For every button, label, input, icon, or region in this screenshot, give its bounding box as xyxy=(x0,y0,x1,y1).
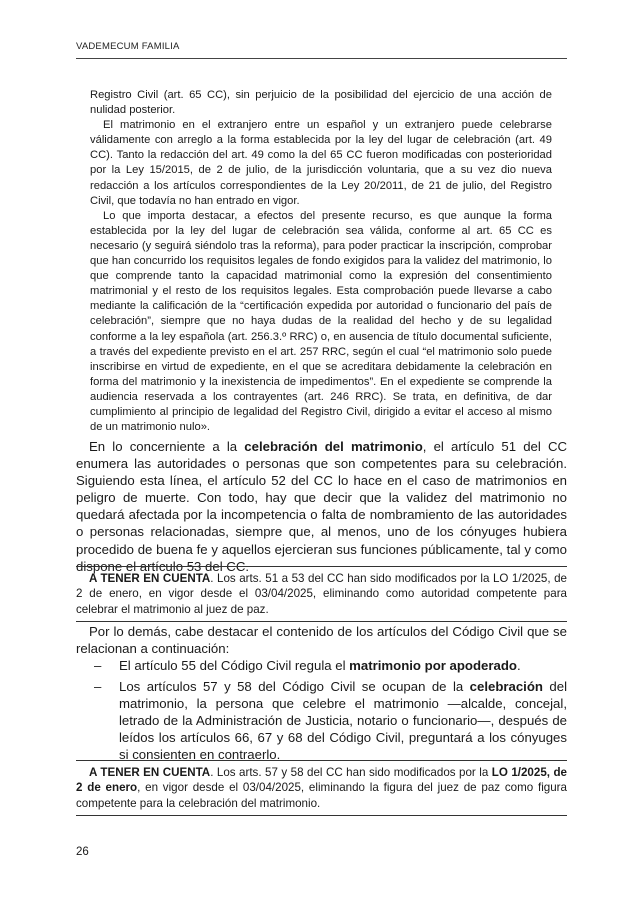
note-2-mid: . Los arts. 57 y 58 del CC han sido modificados por la xyxy=(210,766,492,779)
running-title: VADEMECUM FAMILIA xyxy=(76,41,180,52)
list-item xyxy=(90,678,567,763)
celebration-paragraph xyxy=(76,438,567,575)
list-item-rest: del matrimonio, la persona que celebre el matrimonio —alcalde, concejal, letrado de la Administración de Justicia, notario o funcionario—, después de leídos los artículos 66, 67 y 68 del Código Civil, preguntará a los cónyuges si consienten en contraerlo. xyxy=(119,679,568,763)
list-item xyxy=(90,657,567,674)
quoted-paragraph-3: Lo que importa destacar, a efectos del presente recurso, es que aunque la forma establecida por la ley del lugar de celebración sea válida, conforme al art. 65 CC es necesario (y seguirá siéndolo tras la reforma), para poder practicar la inscripción, comprobar que han concurrido los requisitos legales de fondo exigidos para la validez del matrimonio, lo que comprende tanto la capacidad matrimonial como la expresión del consentimiento matrimonial y el resto de los requisitos legales. Esta comprobación puede llevarse a cabo mediante la calificación de la “certificación expedida por autoridad o funcionario del país de celebración”, siempre que no haya dudas de la realidad del hecho y de su legalidad conforme a la ley española (art. 256.3.º RRC) o, en ausencia de título documental suficiente, a través del expediente previsto en el art. 257 RRC, según el cual “el matrimonio solo puede inscribirse en virtud de expediente, en el que se acreditara debidamente la celebración en forma del matrimonio y la inexistencia de impedimentos”. En el expediente se comprende la audiencia reservada a los contrayentes (art. 246 RRC). Se trata, en definitiva, de dar cumplimiento al principio de legalidad del Registro Civil, dirigido a evitar el acceso al mismo de un matrimonio nulo». xyxy=(90,209,552,434)
quoted-resolution-block xyxy=(90,88,552,435)
note-1-label: A TENER EN CUENTA xyxy=(89,572,211,585)
celebration-paragraph-lead: En lo concerniente a la xyxy=(89,439,245,454)
list-item-rest: . xyxy=(516,658,521,673)
articles-list xyxy=(90,657,567,768)
list-item-lead: El artículo 55 del Código Civil regula el xyxy=(119,658,350,673)
note-2-bold: LO 1/2025, de 2 de enero xyxy=(76,766,567,795)
running-header xyxy=(76,41,567,59)
celebration-paragraph-rest: , el artículo 51 del CC enumera las autoridades o personas que son competentes para su celebración. Siguiendo esta línea, el artículo 52 del CC lo hace en el caso de matrimonios en peligro de muerte. Con todo, hay que decir que la validez del matrimonio no quedará afectada por la incompetencia o falta de nombramiento de las autoridades o personas relacionadas, siempre que, al menos, uno de los cónyuges hubiera procedido de buena fe y aquellos ejercieran sus funciones públicamente, tal y como dispone el artículo 53 del CC. xyxy=(76,439,568,574)
quoted-paragraph-1: Registro Civil (art. 65 CC), sin perjuicio de la posibilidad del ejercicio de una acción de nulidad posterior. xyxy=(90,89,552,117)
list-item-lead: Los artículos 57 y 58 del Código Civil se ocupan de la xyxy=(119,679,470,695)
quoted-paragraph-2: El matrimonio en el extranjero entre un español y un extranjero puede celebrarse válidamente con arreglo a la forma establecida por la ley del lugar de celebración (art. 49 CC). Tanto la redacción del art. 49 como la del 65 CC fueron modificadas con posterioridad por la Ley 15/2015, de 2 de julio, de la jurisdicción voluntaria, que a su vez dio nueva redacción a los artículos correspondientes de la Ley 20/2011, de 21 de julio, del Registro Civil, que todavía no han entrado en vigor. xyxy=(90,119,552,207)
list-item-bold: celebración xyxy=(469,679,543,695)
note-box-1 xyxy=(76,566,567,622)
list-item-bold: matrimonio por apoderado xyxy=(349,658,517,673)
note-2-rest: , en vigor desde el 03/04/2025, eliminando la figura del juez de paz como figura competente para la celebración del matrimonio. xyxy=(76,781,567,810)
dash-bullet: – xyxy=(94,679,102,695)
note-2-text xyxy=(76,765,567,811)
note-box-2 xyxy=(76,760,567,816)
note-1-body: . Los arts. 51 a 53 del CC han sido modificados por la LO 1/2025, de 2 de enero, en vigor desde el 03/04/2025, eliminando como autoridad competente para celebrar el matrimonio al juez de paz. xyxy=(76,572,567,616)
articles-intro-paragraph: Por lo demás, cabe destacar el contenido de los artículos del Código Civil que se relacionan a continuación: xyxy=(76,624,567,657)
page-number: 26 xyxy=(76,846,89,858)
dash-bullet: – xyxy=(94,658,102,673)
celebration-paragraph-bold: celebración del matrimonio xyxy=(244,439,423,454)
note-2-label: A TENER EN CUENTA xyxy=(89,766,211,779)
note-1-text xyxy=(76,571,567,617)
